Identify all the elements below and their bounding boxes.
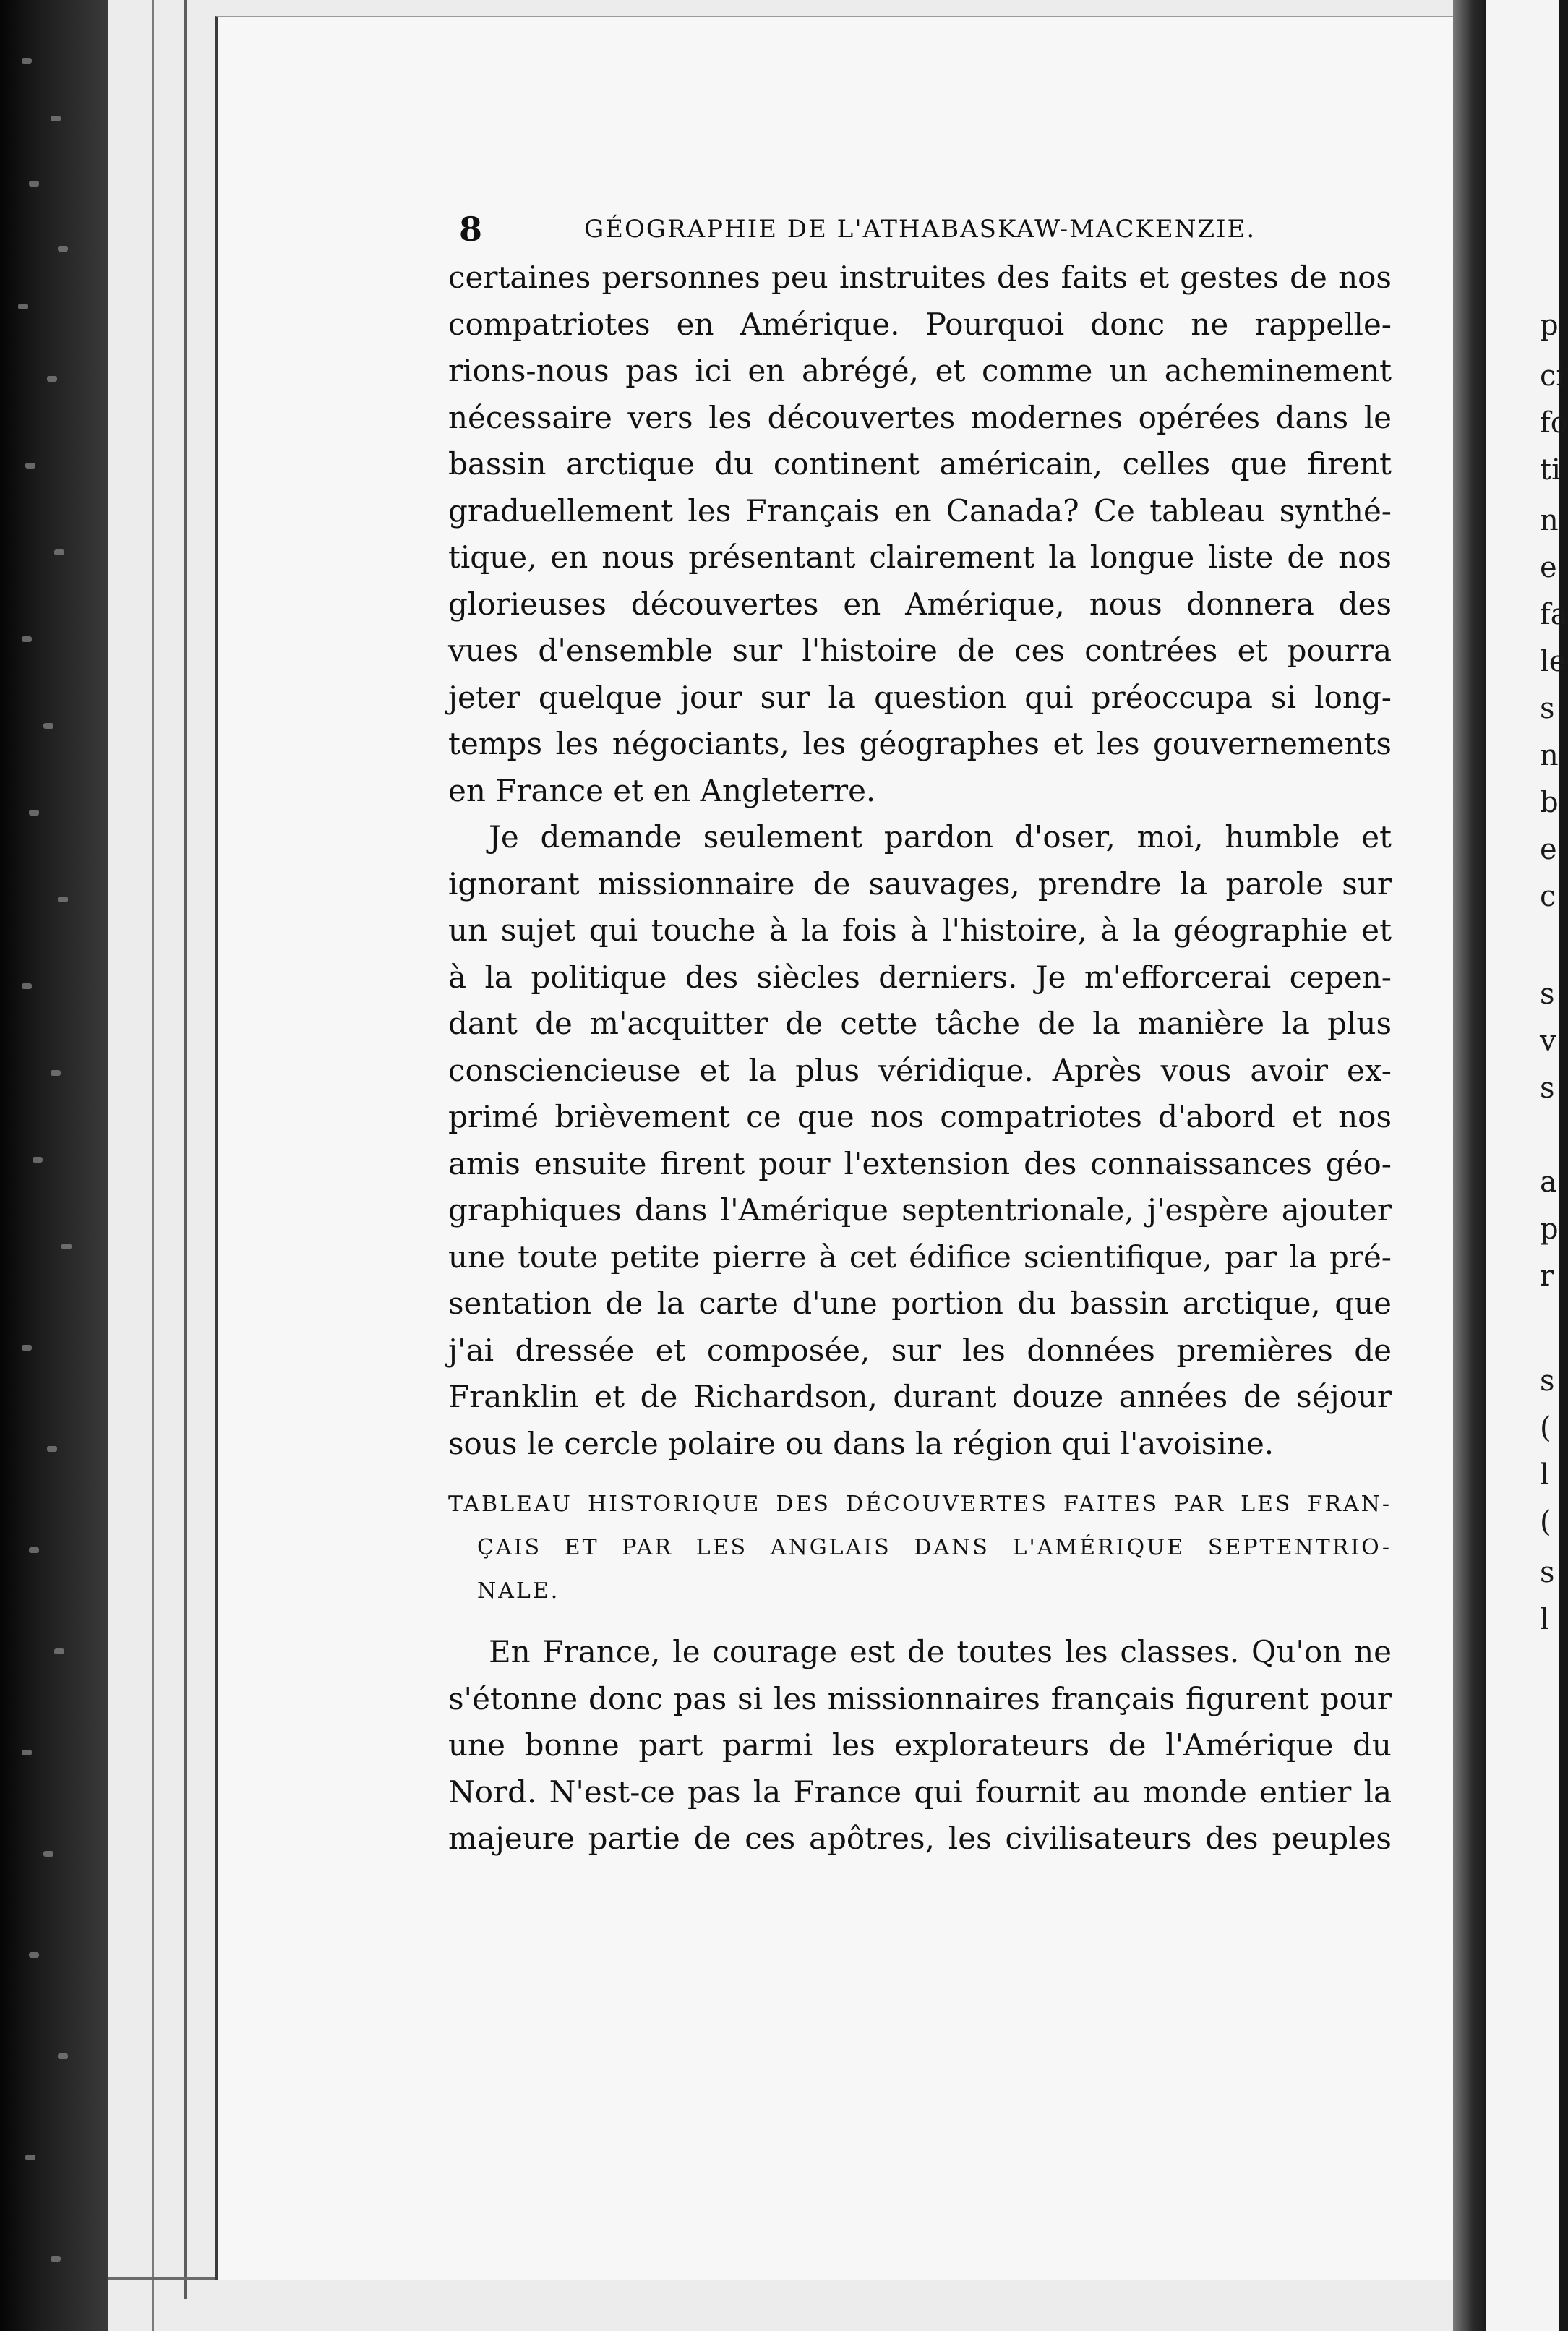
gutter-shadow: [1453, 0, 1486, 2331]
text-line: majeure partie de ces apôtres, les civilisateurs des peuples: [448, 1821, 1392, 1856]
text-line: consciencieuse et la plus véridique. Après vous avoir ex-: [448, 1052, 1392, 1088]
text-line: une bonne part parmi les explorateurs de l'Amérique du: [448, 1727, 1392, 1763]
next-page-letter: e: [1540, 833, 1557, 866]
next-page-letter: s: [1540, 692, 1555, 725]
next-page-letter: s: [1540, 1364, 1555, 1398]
text-line: Nord. N'est-ce pas la France qui fournit au monde entier la: [448, 1774, 1392, 1810]
paragraph: [448, 255, 1392, 814]
text-line: graduellement les Français en Canada? Ce tableau synthé-: [448, 492, 1392, 529]
next-page-letter: fa: [1540, 598, 1568, 631]
heading-line: NALE.: [477, 1578, 560, 1604]
next-page-letter: p: [1540, 1212, 1559, 1246]
next-page-letter: l: [1540, 1603, 1549, 1636]
next-page-letter: (: [1540, 1505, 1551, 1539]
text-line: temps les négociants, les géographes et les gouvernements: [448, 726, 1392, 761]
next-page-letter: s: [1540, 1556, 1555, 1589]
text-line: certaines personnes peu instruites des faits et gestes de nos: [448, 260, 1392, 295]
text-line: tique, en nous présentant clairement la longue liste de nos: [448, 539, 1392, 575]
section-heading: [448, 1483, 1392, 1613]
paragraph: [448, 1629, 1392, 1862]
page-number: 8: [459, 210, 483, 249]
text-line: Je demande seulement pardon d'oser, moi, humble et: [489, 819, 1392, 855]
next-page-letter: v: [1540, 1025, 1556, 1058]
next-page-letter: e: [1540, 551, 1557, 584]
heading-line: TABLEAU HISTORIQUE DES DÉCOUVERTES FAITES PAR LES FRAN-: [448, 1492, 1392, 1517]
text-line: En France, le courage est de toutes les classes. Qu'on ne: [489, 1634, 1392, 1669]
next-page-letter: (: [1540, 1411, 1551, 1445]
text-line: bassin arctique du continent américain, celles que firent: [448, 446, 1392, 482]
text-line: jeter quelque jour sur la question qui préoccupa si long-: [448, 679, 1392, 715]
text-line: vues d'ensemble sur l'histoire de ces contrées et pourra: [448, 633, 1392, 668]
text-line: sous le cercle polaire ou dans la région qui l'avoisine.: [448, 1425, 1274, 1461]
next-page-letter: s: [1540, 1072, 1555, 1105]
paragraph: [448, 814, 1392, 1467]
next-page-letter: fo: [1540, 406, 1568, 440]
running-head: [448, 204, 1392, 255]
next-page-letter: a: [1540, 1166, 1557, 1199]
text-line: à la politique des siècles derniers. Je m'efforcerai cepen-: [448, 959, 1392, 995]
next-page-letter: b: [1540, 786, 1559, 819]
text-line: dant de m'acquitter de cette tâche de la manière la plus: [448, 1006, 1392, 1041]
text-line: glorieuses découvertes en Amérique, nous donnera des: [448, 586, 1392, 622]
text-line: sentation de la carte d'une portion du bassin arctique, que: [448, 1286, 1392, 1321]
book-binding-edge: [0, 0, 108, 2331]
running-head-title: GÉOGRAPHIE DE L'ATHABASKAW-MACKENZIE.: [584, 215, 1256, 244]
next-page-letter: le: [1540, 645, 1567, 678]
text-line: amis ensuite firent pour l'extension des connaissances géo-: [448, 1145, 1392, 1181]
next-page-letter: r: [1540, 1259, 1554, 1293]
next-page-letter: p: [1540, 309, 1559, 342]
text-line: j'ai dressée et composée, sur les données premières de: [448, 1332, 1392, 1368]
next-page-letter: ti: [1540, 453, 1561, 487]
text-line: un sujet qui touche à la fois à l'histoire, à la géographie et: [448, 912, 1392, 948]
page-text-block: [448, 204, 1392, 1862]
text-line: en France et en Angleterre.: [448, 772, 876, 808]
next-page-letter: n: [1540, 504, 1559, 537]
text-line: rions-nous pas ici en abrégé, et comme un acheminement: [448, 353, 1392, 388]
heading-line: ÇAIS ET PAR LES ANGLAIS DANS L'AMÉRIQUE SEPTENTRIO-: [477, 1535, 1392, 1560]
page-edge-line: [152, 0, 154, 2331]
next-page-letter: s: [1540, 978, 1555, 1011]
text-line: Franklin et de Richardson, durant douze années de séjour: [448, 1379, 1392, 1414]
text-line: s'étonne donc pas si les missionnaires français figurent pour: [448, 1680, 1392, 1716]
text-line: ignorant missionnaire de sauvages, prendre la parole sur: [448, 865, 1392, 902]
text-line: primé brièvement ce que nos compatriotes d'abord et nos: [448, 1099, 1392, 1134]
next-page-letter: c: [1540, 880, 1556, 913]
page-edge-line: [184, 0, 187, 2299]
text-line: une toute petite pierre à cet édifice scientifique, par la pré-: [448, 1239, 1392, 1275]
next-page-letter: n: [1540, 739, 1559, 772]
next-page-letter: l: [1540, 1458, 1549, 1492]
text-line: compatriotes en Amérique. Pourquoi donc ne rappelle-: [448, 306, 1392, 342]
text-line: graphiques dans l'Amérique septentrionale, j'espère ajouter: [448, 1192, 1392, 1228]
text-line: nécessaire vers les découvertes modernes opérées dans le: [448, 399, 1392, 435]
next-page-letter: ci: [1540, 359, 1566, 393]
